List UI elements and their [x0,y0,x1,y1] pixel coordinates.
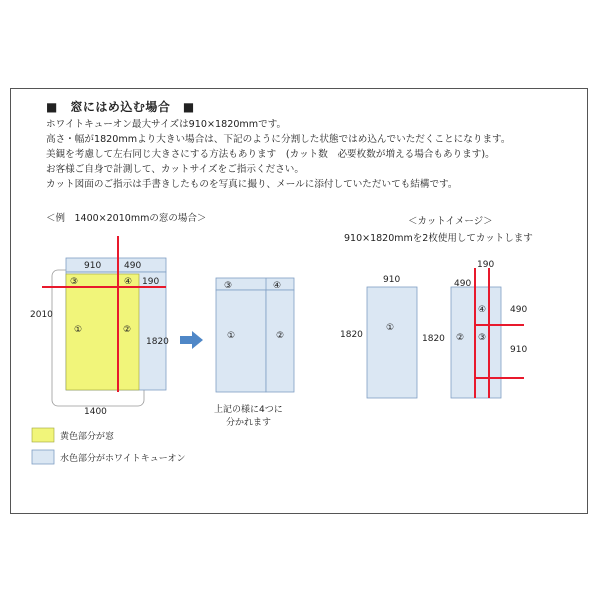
description-line-1: ホワイトキューオン最大サイズは910×1820mmです。 [46,119,287,130]
legend-blue-label: 水色部分がホワイトキューオン [60,454,186,464]
result-caption-1: 上記の様に4つに [214,405,283,415]
example-diagram [30,236,169,417]
part-2-label: ② [123,325,132,335]
dim-1820: 1820 [146,337,169,347]
legend-blue-swatch [32,450,54,464]
sheet1-height: 1820 [340,330,363,340]
description-line-2: 高さ・幅が1820mmより大きい場合は、下記のように分割した状態ではめ込んでいただくことになります。 [46,134,511,145]
legend-yellow-swatch [32,428,54,442]
sheet2-height: 1820 [422,334,445,344]
arrow-right-icon [180,331,203,349]
cut-image-diagram [340,260,527,398]
sheet2-part-3: ③ [478,333,487,343]
dim-490: 490 [124,261,142,271]
description-line-3: 美観を考慮して左右同じ大きさにする方法もあります (カット数 必要枚数が増える場合もあります)。 [46,149,495,160]
cut-image-title: ＜カットイメージ＞ [408,216,493,227]
example-caption: ＜例 1400×2010mmの窓の場合＞ [46,213,207,224]
result-part-1: ① [227,331,236,341]
result-caption-2: 分かれます [226,418,272,428]
cut-image-subtitle: 910×1820mmを2枚使用してカットします [344,233,533,244]
sheet2-part-2: ② [456,333,465,343]
description-line-4: お客様ご自身で計測して、カットサイズをご指示ください。 [46,164,304,175]
section-heading: ■ 窓にはめ込む場合 ■ [46,100,195,114]
dim-1400: 1400 [84,407,107,417]
result-part-3: ③ [224,281,233,291]
dim-910: 910 [84,261,102,271]
result-diagram [214,278,294,428]
legend-yellow-label: 黄色部分が窓 [60,432,115,442]
sheet2-dim-910-right: 910 [510,345,528,355]
dim-190: 190 [142,277,160,287]
result-part-2: ② [276,331,285,341]
part-1-label: ① [74,325,83,335]
panel-top-strip [66,258,166,272]
sheet1-part: ① [386,323,395,333]
sheet1-width: 910 [383,275,401,285]
result-part-4: ④ [273,281,282,291]
part-4-label: ④ [124,277,133,287]
legend [32,428,186,464]
sheet2-part-4: ④ [478,305,487,315]
sheet2-dim-490: 490 [454,279,472,289]
part-3-label: ③ [70,277,79,287]
description-line-5: カット図面のご指示は手書きしたものを写真に撮り、メールに添付していただいても結構です。 [46,179,458,190]
sheet2-dim-490-right: 490 [510,305,528,315]
sheet-1 [367,287,417,398]
sheet2-dim-190: 190 [477,260,495,270]
dim-2010: 2010 [30,310,53,320]
